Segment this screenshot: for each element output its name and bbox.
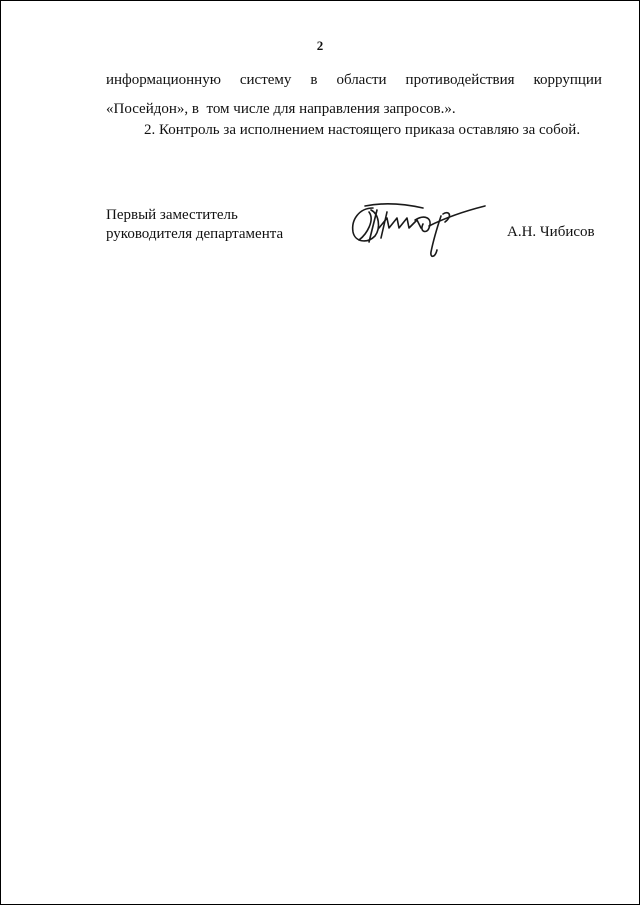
paragraph-1-line-2: «Посейдон», в том числе для направления запросов.».: [106, 101, 456, 117]
justified-line: [106, 70, 602, 90]
handwritten-signature: [345, 198, 495, 268]
paragraph-2: 2. Контроль за исполнением настоящего приказа оставляю за собой.: [144, 122, 581, 138]
signatory-title: [106, 206, 283, 244]
word: систему: [239, 72, 292, 88]
word: информационную: [106, 72, 221, 88]
signatory-title-line-2: руководителя департамента: [106, 226, 284, 242]
word: области: [336, 72, 387, 88]
word: коррупции: [533, 72, 602, 88]
page-number: 2: [316, 38, 324, 53]
paragraph-1-line-1: [106, 70, 602, 90]
signatory-name: А.Н. Чибисов: [507, 224, 595, 240]
signatory-title-line-1: Первый заместитель: [106, 207, 238, 223]
word: противодействия: [405, 72, 515, 88]
word: в: [310, 72, 318, 88]
